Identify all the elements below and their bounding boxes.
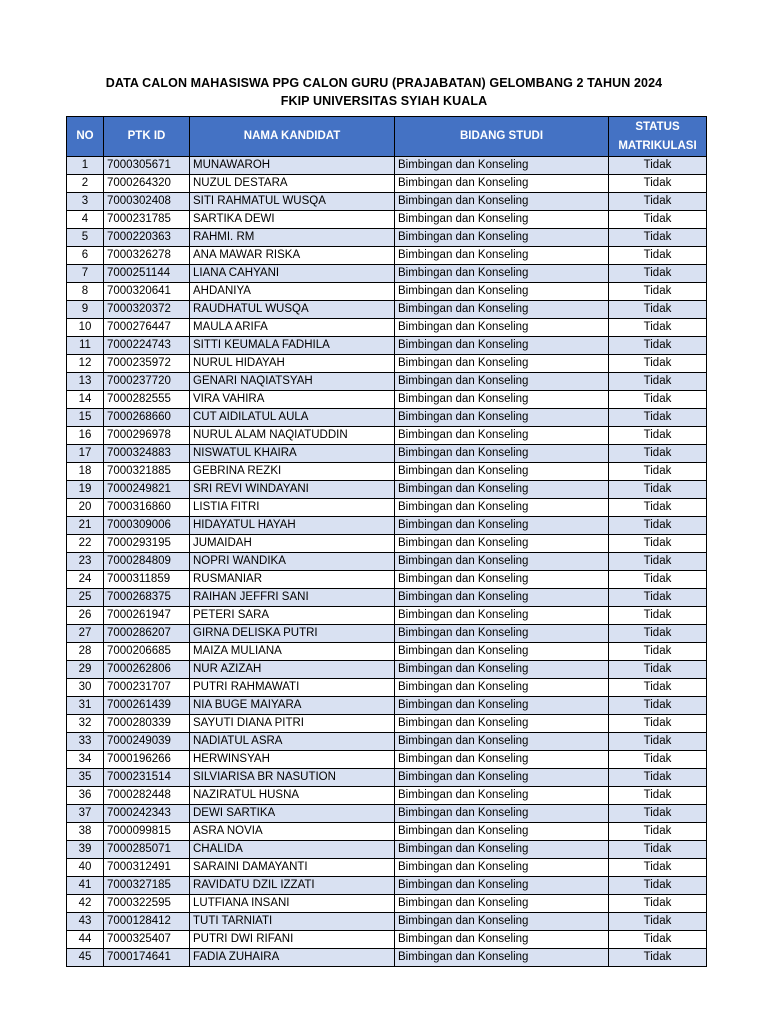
cell-ptk-id: 7000285071 xyxy=(104,841,190,859)
cell-no: 38 xyxy=(67,823,104,841)
cell-field-of-study: Bimbingan dan Konseling xyxy=(395,445,609,463)
cell-candidate-name: ANA MAWAR RISKA xyxy=(190,247,395,265)
cell-candidate-name: NUZUL DESTARA xyxy=(190,175,395,193)
cell-candidate-name: VIRA VAHIRA xyxy=(190,391,395,409)
cell-ptk-id: 7000264320 xyxy=(104,175,190,193)
cell-candidate-name: PUTRI DWI RIFANI xyxy=(190,931,395,949)
cell-ptk-id: 7000235972 xyxy=(104,355,190,373)
cell-no: 22 xyxy=(67,535,104,553)
cell-ptk-id: 7000220363 xyxy=(104,229,190,247)
cell-no: 28 xyxy=(67,643,104,661)
cell-no: 12 xyxy=(67,355,104,373)
cell-field-of-study: Bimbingan dan Konseling xyxy=(395,841,609,859)
table-row xyxy=(67,391,707,409)
table-row xyxy=(67,895,707,913)
cell-matriculation-status: Tidak xyxy=(609,499,707,517)
table-row xyxy=(67,283,707,301)
table-row xyxy=(67,553,707,571)
cell-field-of-study: Bimbingan dan Konseling xyxy=(395,733,609,751)
cell-no: 13 xyxy=(67,373,104,391)
table-row xyxy=(67,337,707,355)
cell-field-of-study: Bimbingan dan Konseling xyxy=(395,697,609,715)
cell-no: 29 xyxy=(67,661,104,679)
cell-field-of-study: Bimbingan dan Konseling xyxy=(395,157,609,175)
table-row xyxy=(67,355,707,373)
cell-field-of-study: Bimbingan dan Konseling xyxy=(395,373,609,391)
cell-field-of-study: Bimbingan dan Konseling xyxy=(395,751,609,769)
cell-field-of-study: Bimbingan dan Konseling xyxy=(395,661,609,679)
table-row xyxy=(67,319,707,337)
cell-field-of-study: Bimbingan dan Konseling xyxy=(395,355,609,373)
cell-matriculation-status: Tidak xyxy=(609,193,707,211)
cell-no: 17 xyxy=(67,445,104,463)
cell-matriculation-status: Tidak xyxy=(609,175,707,193)
table-row xyxy=(67,751,707,769)
cell-matriculation-status: Tidak xyxy=(609,265,707,283)
cell-ptk-id: 7000231707 xyxy=(104,679,190,697)
cell-no: 11 xyxy=(67,337,104,355)
table-row xyxy=(67,535,707,553)
cell-no: 3 xyxy=(67,193,104,211)
table-row xyxy=(67,823,707,841)
cell-no: 36 xyxy=(67,787,104,805)
cell-matriculation-status: Tidak xyxy=(609,661,707,679)
cell-candidate-name: SILVIARISA BR NASUTION xyxy=(190,769,395,787)
cell-matriculation-status: Tidak xyxy=(609,535,707,553)
cell-field-of-study: Bimbingan dan Konseling xyxy=(395,229,609,247)
cell-ptk-id: 7000261439 xyxy=(104,697,190,715)
cell-matriculation-status: Tidak xyxy=(609,751,707,769)
cell-field-of-study: Bimbingan dan Konseling xyxy=(395,535,609,553)
cell-matriculation-status: Tidak xyxy=(609,841,707,859)
cell-candidate-name: CHALIDA xyxy=(190,841,395,859)
table-row xyxy=(67,229,707,247)
cell-matriculation-status: Tidak xyxy=(609,949,707,967)
cell-matriculation-status: Tidak xyxy=(609,859,707,877)
cell-ptk-id: 7000293195 xyxy=(104,535,190,553)
table-row xyxy=(67,571,707,589)
table-row xyxy=(67,445,707,463)
cell-field-of-study: Bimbingan dan Konseling xyxy=(395,607,609,625)
cell-field-of-study: Bimbingan dan Konseling xyxy=(395,679,609,697)
cell-field-of-study: Bimbingan dan Konseling xyxy=(395,625,609,643)
cell-candidate-name: RAVIDATU DZIL IZZATI xyxy=(190,877,395,895)
cell-field-of-study: Bimbingan dan Konseling xyxy=(395,481,609,499)
cell-field-of-study: Bimbingan dan Konseling xyxy=(395,193,609,211)
cell-no: 34 xyxy=(67,751,104,769)
cell-candidate-name: SAYUTI DIANA PITRI xyxy=(190,715,395,733)
cell-no: 15 xyxy=(67,409,104,427)
cell-candidate-name: PUTRI RAHMAWATI xyxy=(190,679,395,697)
cell-field-of-study: Bimbingan dan Konseling xyxy=(395,391,609,409)
cell-matriculation-status: Tidak xyxy=(609,463,707,481)
cell-no: 42 xyxy=(67,895,104,913)
cell-matriculation-status: Tidak xyxy=(609,931,707,949)
table-row xyxy=(67,301,707,319)
cell-field-of-study: Bimbingan dan Konseling xyxy=(395,931,609,949)
cell-field-of-study: Bimbingan dan Konseling xyxy=(395,949,609,967)
cell-no: 40 xyxy=(67,859,104,877)
cell-candidate-name: MAULA ARIFA xyxy=(190,319,395,337)
cell-field-of-study: Bimbingan dan Konseling xyxy=(395,715,609,733)
cell-no: 23 xyxy=(67,553,104,571)
cell-matriculation-status: Tidak xyxy=(609,643,707,661)
cell-matriculation-status: Tidak xyxy=(609,373,707,391)
cell-ptk-id: 7000174641 xyxy=(104,949,190,967)
table-row xyxy=(67,931,707,949)
table-row xyxy=(67,805,707,823)
cell-matriculation-status: Tidak xyxy=(609,895,707,913)
cell-ptk-id: 7000231785 xyxy=(104,211,190,229)
table-row xyxy=(67,625,707,643)
cell-matriculation-status: Tidak xyxy=(609,391,707,409)
table-row xyxy=(67,481,707,499)
cell-field-of-study: Bimbingan dan Konseling xyxy=(395,499,609,517)
cell-ptk-id: 7000296978 xyxy=(104,427,190,445)
cell-ptk-id: 7000128412 xyxy=(104,913,190,931)
cell-matriculation-status: Tidak xyxy=(609,787,707,805)
cell-no: 8 xyxy=(67,283,104,301)
cell-ptk-id: 7000237720 xyxy=(104,373,190,391)
cell-matriculation-status: Tidak xyxy=(609,301,707,319)
table-row xyxy=(67,427,707,445)
cell-matriculation-status: Tidak xyxy=(609,427,707,445)
cell-field-of-study: Bimbingan dan Konseling xyxy=(395,643,609,661)
cell-candidate-name: RUSMANIAR xyxy=(190,571,395,589)
cell-candidate-name: NURUL HIDAYAH xyxy=(190,355,395,373)
cell-ptk-id: 7000242343 xyxy=(104,805,190,823)
cell-ptk-id: 7000324883 xyxy=(104,445,190,463)
cell-no: 5 xyxy=(67,229,104,247)
cell-field-of-study: Bimbingan dan Konseling xyxy=(395,571,609,589)
column-header-no: NO xyxy=(67,117,104,157)
cell-field-of-study: Bimbingan dan Konseling xyxy=(395,265,609,283)
cell-ptk-id: 7000322595 xyxy=(104,895,190,913)
cell-field-of-study: Bimbingan dan Konseling xyxy=(395,211,609,229)
cell-field-of-study: Bimbingan dan Konseling xyxy=(395,409,609,427)
cell-candidate-name: LIANA CAHYANI xyxy=(190,265,395,283)
cell-ptk-id: 7000249821 xyxy=(104,481,190,499)
cell-field-of-study: Bimbingan dan Konseling xyxy=(395,175,609,193)
cell-field-of-study: Bimbingan dan Konseling xyxy=(395,247,609,265)
cell-matriculation-status: Tidak xyxy=(609,409,707,427)
cell-candidate-name: HERWINSYAH xyxy=(190,751,395,769)
cell-matriculation-status: Tidak xyxy=(609,247,707,265)
cell-candidate-name: JUMAIDAH xyxy=(190,535,395,553)
cell-matriculation-status: Tidak xyxy=(609,607,707,625)
cell-candidate-name: MUNAWAROH xyxy=(190,157,395,175)
cell-no: 6 xyxy=(67,247,104,265)
document-title: DATA CALON MAHASISWA PPG CALON GURU (PRAJABATAN) GELOMBANG 2 TAHUN 2024 xyxy=(105,76,663,90)
cell-candidate-name: SARTIKA DEWI xyxy=(190,211,395,229)
cell-matriculation-status: Tidak xyxy=(609,715,707,733)
cell-candidate-name: CUT AIDILATUL AULA xyxy=(190,409,395,427)
cell-ptk-id: 7000268375 xyxy=(104,589,190,607)
table-row xyxy=(67,409,707,427)
cell-candidate-name: LISTIA FITRI xyxy=(190,499,395,517)
cell-ptk-id: 7000312491 xyxy=(104,859,190,877)
cell-no: 26 xyxy=(67,607,104,625)
cell-field-of-study: Bimbingan dan Konseling xyxy=(395,787,609,805)
cell-no: 7 xyxy=(67,265,104,283)
cell-candidate-name: SITI RAHMATUL WUSQA xyxy=(190,193,395,211)
cell-ptk-id: 7000320641 xyxy=(104,283,190,301)
table-row xyxy=(67,787,707,805)
cell-candidate-name: NADIATUL ASRA xyxy=(190,733,395,751)
cell-matriculation-status: Tidak xyxy=(609,211,707,229)
column-header-ptk-id: PTK ID xyxy=(104,117,190,157)
cell-candidate-name: SITTI KEUMALA FADHILA xyxy=(190,337,395,355)
table-row xyxy=(67,499,707,517)
table-row xyxy=(67,265,707,283)
cell-field-of-study: Bimbingan dan Konseling xyxy=(395,517,609,535)
cell-no: 31 xyxy=(67,697,104,715)
cell-field-of-study: Bimbingan dan Konseling xyxy=(395,823,609,841)
cell-field-of-study: Bimbingan dan Konseling xyxy=(395,301,609,319)
cell-field-of-study: Bimbingan dan Konseling xyxy=(395,913,609,931)
cell-ptk-id: 7000282555 xyxy=(104,391,190,409)
cell-no: 37 xyxy=(67,805,104,823)
cell-ptk-id: 7000261947 xyxy=(104,607,190,625)
cell-ptk-id: 7000309006 xyxy=(104,517,190,535)
cell-matriculation-status: Tidak xyxy=(609,283,707,301)
table-row xyxy=(67,193,707,211)
cell-matriculation-status: Tidak xyxy=(609,319,707,337)
cell-matriculation-status: Tidak xyxy=(609,229,707,247)
cell-no: 24 xyxy=(67,571,104,589)
cell-no: 30 xyxy=(67,679,104,697)
table-row xyxy=(67,661,707,679)
cell-field-of-study: Bimbingan dan Konseling xyxy=(395,895,609,913)
cell-candidate-name: LUTFIANA INSANI xyxy=(190,895,395,913)
table-body xyxy=(67,157,707,967)
cell-ptk-id: 7000325407 xyxy=(104,931,190,949)
column-header-status xyxy=(609,117,707,157)
table-row xyxy=(67,859,707,877)
column-header-status-line-1: STATUS xyxy=(635,120,680,133)
cell-matriculation-status: Tidak xyxy=(609,481,707,499)
cell-ptk-id: 7000282448 xyxy=(104,787,190,805)
cell-candidate-name: PETERI SARA xyxy=(190,607,395,625)
cell-matriculation-status: Tidak xyxy=(609,337,707,355)
cell-no: 41 xyxy=(67,877,104,895)
column-header-field: BIDANG STUDI xyxy=(395,117,609,157)
cell-no: 14 xyxy=(67,391,104,409)
cell-field-of-study: Bimbingan dan Konseling xyxy=(395,589,609,607)
cell-candidate-name: NOPRI WANDIKA xyxy=(190,553,395,571)
cell-no: 21 xyxy=(67,517,104,535)
cell-matriculation-status: Tidak xyxy=(609,355,707,373)
cell-no: 1 xyxy=(67,157,104,175)
cell-no: 32 xyxy=(67,715,104,733)
cell-no: 27 xyxy=(67,625,104,643)
cell-matriculation-status: Tidak xyxy=(609,157,707,175)
table-row xyxy=(67,463,707,481)
cell-candidate-name: SARAINI DAMAYANTI xyxy=(190,859,395,877)
cell-field-of-study: Bimbingan dan Konseling xyxy=(395,859,609,877)
cell-ptk-id: 7000224743 xyxy=(104,337,190,355)
column-header-status-line-2: MATRIKULASI xyxy=(618,139,697,152)
cell-no: 9 xyxy=(67,301,104,319)
table-row xyxy=(67,589,707,607)
table-row xyxy=(67,769,707,787)
document-header xyxy=(0,74,768,110)
cell-field-of-study: Bimbingan dan Konseling xyxy=(395,283,609,301)
cell-no: 39 xyxy=(67,841,104,859)
cell-candidate-name: NAZIRATUL HUSNA xyxy=(190,787,395,805)
table-row xyxy=(67,949,707,967)
cell-matriculation-status: Tidak xyxy=(609,625,707,643)
cell-field-of-study: Bimbingan dan Konseling xyxy=(395,877,609,895)
cell-field-of-study: Bimbingan dan Konseling xyxy=(395,427,609,445)
cell-candidate-name: ASRA NOVIA xyxy=(190,823,395,841)
table-row xyxy=(67,697,707,715)
cell-no: 2 xyxy=(67,175,104,193)
table-header-row xyxy=(67,117,707,157)
cell-no: 18 xyxy=(67,463,104,481)
cell-ptk-id: 7000302408 xyxy=(104,193,190,211)
cell-matriculation-status: Tidak xyxy=(609,571,707,589)
cell-ptk-id: 7000099815 xyxy=(104,823,190,841)
cell-matriculation-status: Tidak xyxy=(609,805,707,823)
cell-candidate-name: NURUL ALAM NAQIATUDDIN xyxy=(190,427,395,445)
cell-field-of-study: Bimbingan dan Konseling xyxy=(395,337,609,355)
table-row xyxy=(67,715,707,733)
cell-matriculation-status: Tidak xyxy=(609,733,707,751)
cell-matriculation-status: Tidak xyxy=(609,679,707,697)
table-row xyxy=(67,733,707,751)
cell-no: 10 xyxy=(67,319,104,337)
cell-candidate-name: RAUDHATUL WUSQA xyxy=(190,301,395,319)
cell-field-of-study: Bimbingan dan Konseling xyxy=(395,463,609,481)
cell-matriculation-status: Tidak xyxy=(609,913,707,931)
cell-ptk-id: 7000280339 xyxy=(104,715,190,733)
cell-no: 25 xyxy=(67,589,104,607)
cell-matriculation-status: Tidak xyxy=(609,517,707,535)
cell-candidate-name: GENARI NAQIATSYAH xyxy=(190,373,395,391)
table-row xyxy=(67,877,707,895)
table-row xyxy=(67,643,707,661)
cell-field-of-study: Bimbingan dan Konseling xyxy=(395,553,609,571)
cell-no: 35 xyxy=(67,769,104,787)
cell-no: 33 xyxy=(67,733,104,751)
cell-ptk-id: 7000249039 xyxy=(104,733,190,751)
cell-candidate-name: HIDAYATUL HAYAH xyxy=(190,517,395,535)
cell-candidate-name: DEWI SARTIKA xyxy=(190,805,395,823)
table-row xyxy=(67,607,707,625)
table-row xyxy=(67,913,707,931)
cell-candidate-name: RAHMI. RM xyxy=(190,229,395,247)
cell-candidate-name: RAIHAN JEFFRI SANI xyxy=(190,589,395,607)
cell-no: 19 xyxy=(67,481,104,499)
cell-ptk-id: 7000231514 xyxy=(104,769,190,787)
cell-matriculation-status: Tidak xyxy=(609,445,707,463)
candidate-table xyxy=(66,116,707,967)
cell-no: 20 xyxy=(67,499,104,517)
cell-ptk-id: 7000311859 xyxy=(104,571,190,589)
cell-ptk-id: 7000316860 xyxy=(104,499,190,517)
cell-candidate-name: NUR AZIZAH xyxy=(190,661,395,679)
cell-matriculation-status: Tidak xyxy=(609,877,707,895)
cell-field-of-study: Bimbingan dan Konseling xyxy=(395,805,609,823)
cell-ptk-id: 7000305671 xyxy=(104,157,190,175)
cell-ptk-id: 7000286207 xyxy=(104,625,190,643)
cell-candidate-name: SRI REVI WINDAYANI xyxy=(190,481,395,499)
cell-candidate-name: NIA BUGE MAIYARA xyxy=(190,697,395,715)
cell-ptk-id: 7000251144 xyxy=(104,265,190,283)
cell-no: 44 xyxy=(67,931,104,949)
cell-ptk-id: 7000196266 xyxy=(104,751,190,769)
cell-candidate-name: GIRNA DELISKA PUTRI xyxy=(190,625,395,643)
cell-ptk-id: 7000262806 xyxy=(104,661,190,679)
cell-ptk-id: 7000320372 xyxy=(104,301,190,319)
cell-field-of-study: Bimbingan dan Konseling xyxy=(395,319,609,337)
cell-candidate-name: TUTI TARNIATI xyxy=(190,913,395,931)
column-header-name: NAMA KANDIDAT xyxy=(190,117,395,157)
cell-matriculation-status: Tidak xyxy=(609,697,707,715)
cell-matriculation-status: Tidak xyxy=(609,823,707,841)
table-row xyxy=(67,373,707,391)
table-row xyxy=(67,247,707,265)
cell-candidate-name: AHDANIYA xyxy=(190,283,395,301)
cell-no: 16 xyxy=(67,427,104,445)
cell-candidate-name: FADIA ZUHAIRA xyxy=(190,949,395,967)
cell-no: 4 xyxy=(67,211,104,229)
document-subtitle: FKIP UNIVERSITAS SYIAH KUALA xyxy=(280,94,488,108)
table-row xyxy=(67,157,707,175)
cell-ptk-id: 7000268660 xyxy=(104,409,190,427)
cell-ptk-id: 7000326278 xyxy=(104,247,190,265)
cell-candidate-name: NISWATUL KHAIRA xyxy=(190,445,395,463)
cell-matriculation-status: Tidak xyxy=(609,589,707,607)
cell-ptk-id: 7000284809 xyxy=(104,553,190,571)
table-row xyxy=(67,841,707,859)
cell-ptk-id: 7000327185 xyxy=(104,877,190,895)
cell-ptk-id: 7000206685 xyxy=(104,643,190,661)
table-row xyxy=(67,175,707,193)
table-row xyxy=(67,679,707,697)
cell-no: 45 xyxy=(67,949,104,967)
table-row xyxy=(67,211,707,229)
cell-matriculation-status: Tidak xyxy=(609,553,707,571)
table-row xyxy=(67,517,707,535)
cell-candidate-name: GEBRINA REZKI xyxy=(190,463,395,481)
cell-candidate-name: MAIZA MULIANA xyxy=(190,643,395,661)
cell-matriculation-status: Tidak xyxy=(609,769,707,787)
cell-ptk-id: 7000321885 xyxy=(104,463,190,481)
cell-field-of-study: Bimbingan dan Konseling xyxy=(395,769,609,787)
cell-no: 43 xyxy=(67,913,104,931)
cell-ptk-id: 7000276447 xyxy=(104,319,190,337)
